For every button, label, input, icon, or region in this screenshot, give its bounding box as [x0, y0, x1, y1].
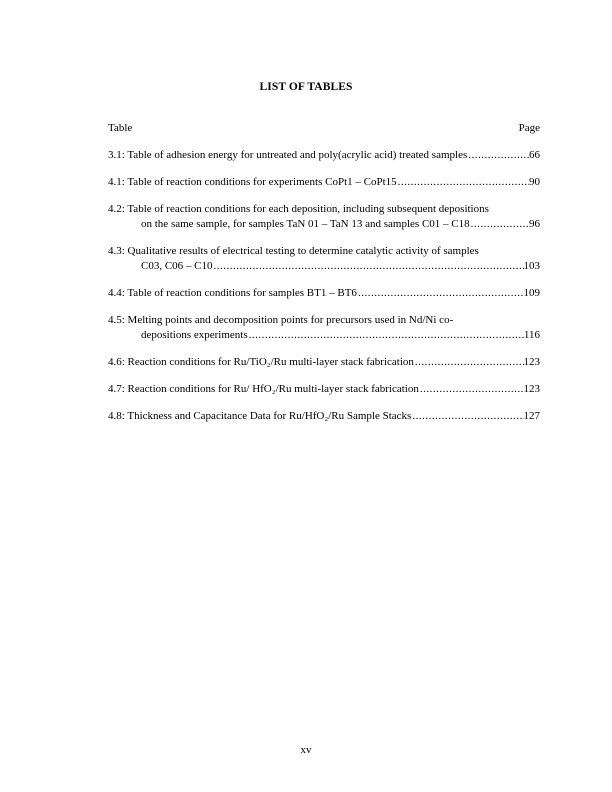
- entry-text: 4.2: Table of reaction conditions for each deposition, including subsequent depositions: [108, 203, 489, 215]
- dot-leader: [214, 259, 524, 274]
- list-item[interactable]: [108, 244, 540, 274]
- entry-text: 4.3: Qualitative results of electrical testing to determine catalytic activity of samples: [108, 245, 479, 257]
- dot-leader: [420, 382, 524, 397]
- list-item[interactable]: [108, 175, 540, 190]
- list-item[interactable]: [108, 382, 540, 397]
- entry-page: 123: [523, 356, 540, 368]
- list-item[interactable]: [108, 286, 540, 301]
- entry-page: 90: [529, 176, 540, 188]
- entry-line: [108, 328, 540, 343]
- entry-text: 4.1: Table of reaction conditions for experiments CoPt1 – CoPt15: [108, 176, 397, 188]
- dot-leader: [358, 286, 524, 301]
- entry-page: 116: [523, 329, 540, 341]
- entry-text: on the same sample, for samples TaN 01 – TaN 13 and samples C01 – C18: [141, 218, 470, 230]
- entry-page: 109: [523, 287, 540, 299]
- page-number: xv: [300, 744, 312, 756]
- entry-text: depositions experiments: [141, 329, 248, 341]
- entry-text: 4.6: Reaction conditions for Ru/TiO₂/Ru multi-layer stack fabrication: [108, 356, 414, 368]
- page-title: LIST OF TABLES: [259, 81, 353, 93]
- table-list: [108, 148, 540, 436]
- entry-page: 127: [523, 410, 540, 422]
- entry-page: 96: [529, 218, 540, 230]
- entry-text: 3.1: Table of adhesion energy for untreated and poly(acrylic acid) treated samples: [108, 149, 468, 161]
- list-item[interactable]: [108, 202, 540, 232]
- dot-leader: [468, 148, 529, 163]
- entry-line: [108, 382, 540, 397]
- dot-leader: [415, 355, 524, 370]
- list-item[interactable]: [108, 313, 540, 343]
- entry-line: [108, 409, 540, 424]
- entry-line: [108, 148, 540, 163]
- entry-text: C03, C06 – C10: [141, 260, 213, 272]
- entry-line: [108, 259, 540, 274]
- list-item[interactable]: [108, 409, 540, 424]
- entry-line: [108, 217, 540, 232]
- entry-text: 4.7: Reaction conditions for Ru/ HfO₂/Ru multi-layer stack fabrication: [108, 383, 419, 395]
- entry-line: [108, 244, 540, 259]
- dot-leader: [249, 328, 524, 343]
- entry-text: 4.4: Table of reaction conditions for samples BT1 – BT6: [108, 287, 357, 299]
- entry-line: [108, 286, 540, 301]
- dot-leader: [412, 409, 523, 424]
- table-column-heading: Table: [108, 122, 133, 134]
- entry-page: 66: [529, 149, 540, 161]
- entry-line: [108, 355, 540, 370]
- entry-line: [108, 313, 540, 328]
- entry-page: 123: [523, 383, 540, 395]
- page-column-heading: Page: [518, 122, 540, 134]
- list-item[interactable]: [108, 355, 540, 370]
- entry-line: [108, 202, 540, 217]
- dot-leader: [471, 217, 529, 232]
- entry-line: [108, 175, 540, 190]
- dot-leader: [398, 175, 529, 190]
- entry-page: 103: [523, 260, 540, 272]
- list-item[interactable]: [108, 148, 540, 163]
- entry-text: 4.8: Thickness and Capacitance Data for Ru/HfO₂/Ru Sample Stacks: [108, 410, 412, 422]
- entry-text: 4.5: Melting points and decomposition points for precursors used in Nd/Ni co-: [108, 314, 454, 326]
